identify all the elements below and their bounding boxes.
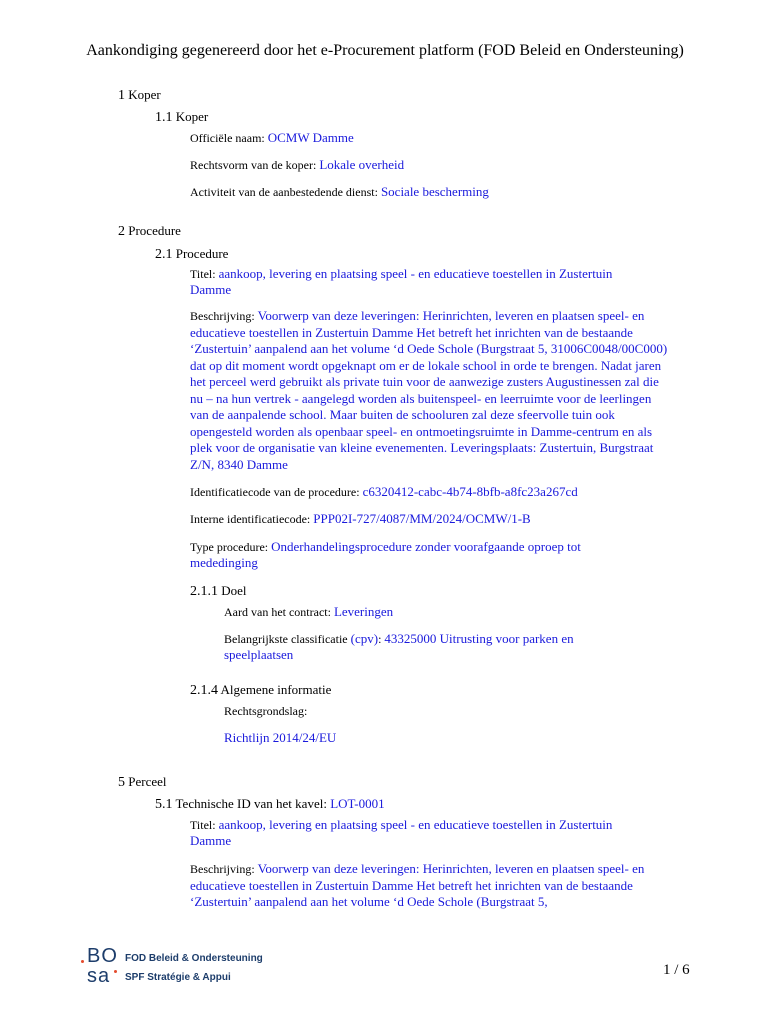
- field-official-name: [190, 130, 660, 146]
- section-number: 1: [118, 88, 125, 103]
- field-cpv-classification: [224, 631, 624, 663]
- field-lot-description: [190, 861, 668, 911]
- field-procedure-id: [190, 484, 660, 500]
- field-value: Sociale bescherming: [380, 184, 489, 199]
- section-1-1-heading: [155, 108, 208, 127]
- section-2-heading: [118, 222, 181, 241]
- section-label: Algemene informatie: [220, 682, 332, 697]
- field-legal-basis-value: [224, 730, 694, 746]
- section-label: Koper: [128, 87, 161, 102]
- org-name-fr: SPF Stratégie & Appui: [125, 972, 231, 983]
- bosa-logo-mark: [80, 945, 120, 990]
- field-value: OCMW Damme: [267, 130, 354, 145]
- org-name-nl: FOD Beleid & Ondersteuning: [125, 953, 263, 964]
- bosa-logo: [80, 945, 280, 990]
- section-number: 5.1: [155, 797, 173, 812]
- section-number: 2.1.4: [190, 683, 218, 698]
- page-number: 1 / 6: [663, 962, 690, 978]
- section-label: Technische ID van het kavel:: [175, 796, 331, 811]
- logo-text-top: BO: [87, 945, 118, 967]
- section-number: 2.1.1: [190, 584, 218, 599]
- field-label: Aard van het contract:: [224, 605, 334, 619]
- field-value: Voorwerp van deze leveringen: Herinrichten, leveren en plaatsen speel- en educatieve toestellen in Zustertuin Damme Het betreft het inrichten van de bestaande ‘Zustertuin’ aanpalend aan het volume ‘d Oede Schole (Burgstraat 5, 31006C0048/00C000) dat op dit moment wordt opgeknapt om er de lokale school in orde te brengen. Nadat jaren het perceel werd gebruikt als private tuin voor de aanwezige zusters Augustinessen zal die nu – na hun vertrek - aangelegd worden als buitenspeel- en leerruimte voor de leerlingen van de aanpalende school. Maar buiten de schooluren zal deze sfeervolle tuin ook opengesteld worden als openbaar speel- en ontmoetingsruimte in Damme-centrum en als plek voor de organisatie van kleine evenementen. Leveringsplaats: Zustertuin, Burgstraat Z/N, 8340 Damme: [190, 308, 668, 472]
- field-value: Onderhandelingsprocedure zonder voorafgaande oproep tot mededinging: [190, 539, 581, 570]
- field-label: Officiële naam:: [190, 131, 268, 145]
- field-legal-form: [190, 157, 660, 173]
- field-value: Lokale overheid: [319, 157, 405, 172]
- field-label-colon: :: [378, 632, 385, 646]
- section-5-heading: [118, 773, 167, 792]
- field-value: Leveringen: [333, 604, 394, 619]
- section-2-1-4-heading: [190, 681, 331, 700]
- logo-text-bottom: sa: [87, 965, 111, 987]
- field-label: Activiteit van de aanbestedende dienst:: [190, 185, 381, 199]
- cpv-abbr: (cpv): [350, 631, 379, 646]
- section-2-1-heading: [155, 245, 228, 264]
- field-label: Rechtsgrondslag:: [224, 704, 308, 718]
- field-procedure-type: [190, 539, 640, 571]
- page-title: Aankondiging gegenereerd door het e-Procurement platform (FOD Beleid en Ondersteuning): [86, 42, 684, 59]
- section-number: 2.1: [155, 247, 173, 262]
- section-1-heading: [118, 86, 161, 105]
- field-legal-basis-label: [224, 703, 694, 719]
- section-number: 1.1: [155, 110, 173, 125]
- field-label: Belangrijkste classificatie: [224, 632, 351, 646]
- field-label: Rechtsvorm van de koper:: [190, 158, 320, 172]
- field-label: Identificatiecode van de procedure:: [190, 485, 363, 499]
- section-label: Koper: [175, 109, 209, 124]
- section-label: Procedure: [175, 246, 229, 261]
- field-contract-type: [224, 604, 694, 620]
- section-2-1-1-heading: [190, 582, 247, 601]
- field-activity: [190, 184, 660, 200]
- section-5-1-heading: [155, 795, 385, 814]
- field-description: [190, 308, 668, 473]
- section-number: 2: [118, 224, 125, 239]
- field-value: Richtlijn 2014/24/EU: [224, 730, 337, 745]
- field-label: Type procedure:: [190, 540, 272, 554]
- field-label: Beschrijving:: [190, 862, 258, 876]
- field-internal-id: [190, 511, 660, 527]
- field-value: PPP02I-727/4087/MM/2024/OCMW/1-B: [313, 511, 531, 526]
- field-label: Titel:: [190, 267, 219, 281]
- field-value: 43325000 Uitrusting voor parken en speelplaatsen: [224, 631, 574, 662]
- field-label: Beschrijving:: [190, 309, 258, 323]
- section-label: Procedure: [128, 223, 181, 238]
- field-label: Interne identificatiecode:: [190, 512, 314, 526]
- field-value: aankoop, levering en plaatsing speel - en educatieve toestellen in Zustertuin Damme: [190, 266, 613, 297]
- field-title: [190, 266, 650, 298]
- lot-id: LOT-0001: [330, 796, 385, 811]
- field-label: Titel:: [190, 818, 219, 832]
- field-value: c6320412-cabc-4b74-8bfb-a8fc23a267cd: [362, 484, 578, 499]
- section-number: 5: [118, 775, 125, 790]
- field-value: aankoop, levering en plaatsing speel - en educatieve toestellen in Zustertuin Damme: [190, 817, 613, 848]
- section-label: Perceel: [128, 774, 167, 789]
- field-lot-title: [190, 817, 650, 849]
- field-value: Voorwerp van deze leveringen: Herinrichten, leveren en plaatsen speel- en educatieve toestellen in Zustertuin Damme Het betreft het inrichten van de bestaande ‘Zustertuin’ aanpalend aan het volume ‘d Oede Schole (Burgstraat 5,: [190, 861, 645, 909]
- section-label: Doel: [221, 583, 247, 598]
